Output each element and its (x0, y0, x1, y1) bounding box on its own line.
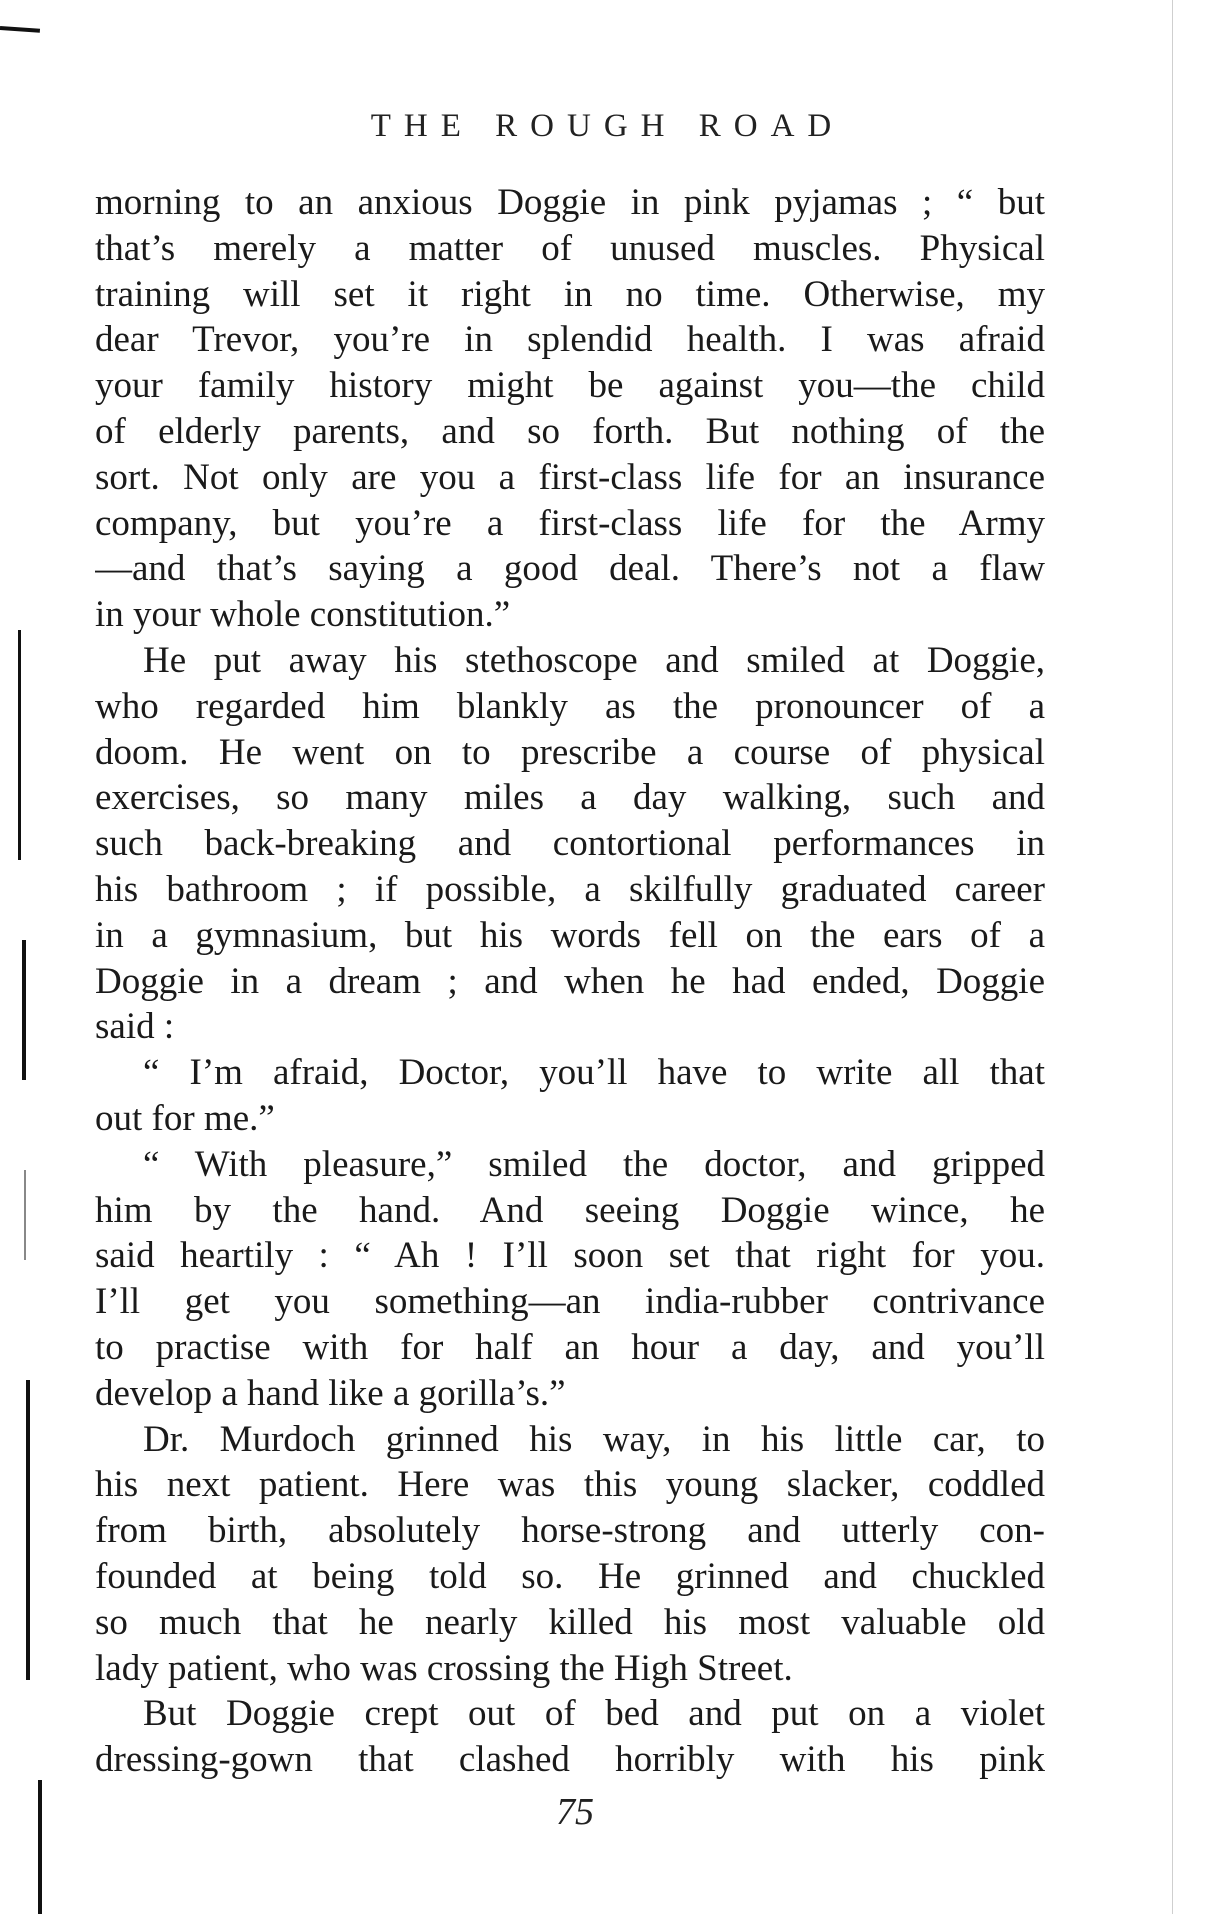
text-line: said : (95, 1006, 175, 1048)
text-line: dear Trevor, you’re in splendid health. I was afraid (95, 319, 1045, 361)
text-line: his bathroom ; if possible, a skilfully graduated career (95, 868, 1045, 910)
text-line: Doggie in a dream ; and when he had ended, Doggie (95, 960, 1045, 1002)
text-line: Dr. Murdoch grinned his way, in his little car, to (143, 1418, 1045, 1460)
text-line: founded at being told so. He grinned and chuckled (95, 1555, 1045, 1597)
scan-edge-mark (24, 1170, 26, 1260)
text-line: his next patient. Here was this young slacker, coddled (95, 1464, 1045, 1506)
scan-edge-mark (18, 630, 21, 860)
text-line: “ I’m afraid, Doctor, you’ll have to write all that (143, 1052, 1045, 1094)
text-line: doom. He went on to prescribe a course of physical (95, 731, 1045, 773)
text-line: “ With pleasure,” smiled the doctor, and gripped (143, 1143, 1045, 1185)
running-head: THE ROUGH ROAD (370, 108, 845, 144)
text-line: lady patient, who was crossing the High Street. (95, 1647, 793, 1689)
text-line: your family history might be against you—the child (95, 365, 1045, 407)
scan-corner-mark (0, 26, 40, 33)
text-line: said heartily : “ Ah ! I’ll soon set that right for you. (95, 1235, 1045, 1277)
text-line: in a gymnasium, but his words fell on the ears of a (95, 914, 1045, 956)
text-line: of elderly parents, and so forth. But nothing of the (95, 410, 1045, 452)
text-line: —and that’s saying a good deal. There’s not a flaw (95, 548, 1045, 590)
text-line: training will set it right in no time. Otherwise, my (95, 273, 1045, 315)
text-line: exercises, so many miles a day walking, such and (95, 777, 1045, 819)
scan-edge-mark (26, 1380, 30, 1680)
text-line: that’s merely a matter of unused muscles. Physical (95, 227, 1045, 269)
page-edge-line (1172, 0, 1173, 1914)
text-line: such back-breaking and contortional performances in (95, 823, 1045, 865)
text-line: from birth, absolutely horse-strong and utterly con- (95, 1510, 1045, 1552)
text-line: sort. Not only are you a first-class life for an insurance (95, 456, 1045, 498)
text-line: He put away his stethoscope and smiled at Doggie, (143, 639, 1045, 681)
page-number: 75 (556, 1791, 594, 1833)
text-line: dressing-gown that clashed horribly with his pink (95, 1739, 1045, 1781)
scan-edge-mark (22, 940, 26, 1080)
text-line: him by the hand. And seeing Doggie wince, he (95, 1189, 1045, 1231)
text-line: But Doggie crept out of bed and put on a violet (143, 1693, 1045, 1735)
text-line: develop a hand like a gorilla’s.” (95, 1372, 566, 1414)
text-line: company, but you’re a first-class life for the Army (95, 502, 1045, 544)
text-line: so much that he nearly killed his most valuable old (95, 1601, 1045, 1643)
text-line: to practise with for half an hour a day, and you’ll (95, 1326, 1045, 1368)
text-line: who regarded him blankly as the pronouncer of a (95, 685, 1045, 727)
text-line: out for me.” (95, 1097, 275, 1139)
text-line: I’ll get you something—an india-rubber contrivance (95, 1281, 1045, 1323)
body-text (95, 180, 1045, 1783)
text-line: in your whole constitution.” (95, 594, 511, 636)
text-line: morning to an anxious Doggie in pink pyjamas ; “ but (95, 182, 1045, 223)
